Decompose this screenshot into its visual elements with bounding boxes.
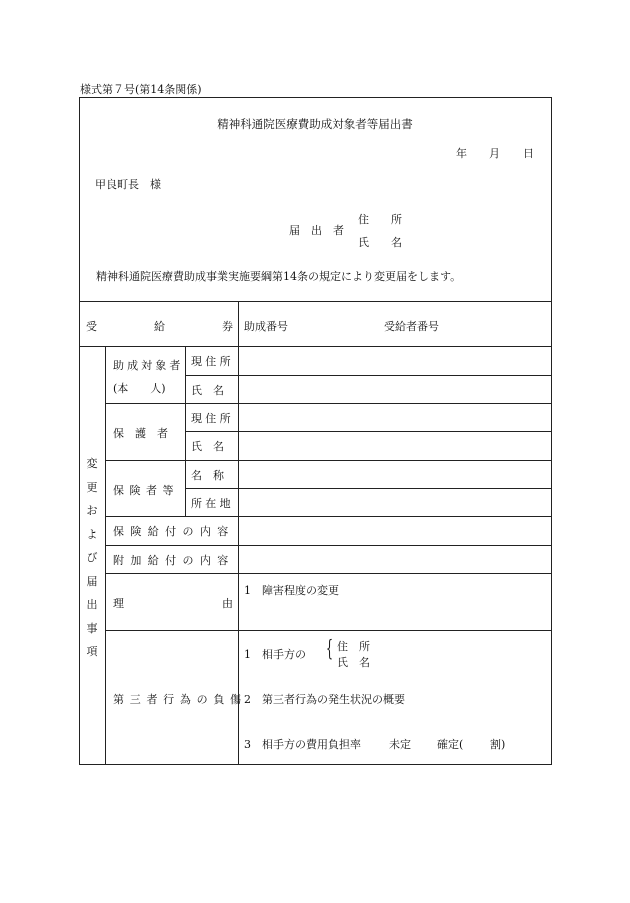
divider-guardian-end	[105, 460, 552, 461]
notifier-name-label: 氏 名	[358, 236, 402, 249]
vertical-char: 項	[86, 645, 98, 658]
notifier-label: 届 出 者	[289, 224, 344, 237]
vertical-char: び	[86, 551, 98, 564]
notifier-address-label: 住 所	[358, 213, 402, 226]
date-month: 月	[489, 147, 500, 160]
third-party-item-1: 1 相手方の	[244, 648, 306, 661]
insurer-label: 保険者等	[113, 484, 179, 497]
vertical-char: 変	[86, 457, 98, 470]
divider-insurer-mid	[185, 488, 552, 489]
divider-header	[79, 301, 552, 302]
ratio-label: 割)	[490, 738, 506, 751]
column-divider-subfield	[185, 346, 186, 516]
divider-guardian-mid	[185, 431, 552, 432]
third-party-address-label: 住 所	[337, 640, 370, 653]
additional-benefit-label: 附加給付の内容	[113, 554, 235, 567]
subject-address-label: 現住所	[191, 355, 234, 368]
reason-item-1: 1 障害程度の変更	[244, 584, 339, 597]
vertical-char: 出	[86, 598, 98, 611]
certificate-label-right: 券	[222, 320, 233, 333]
certificate-label-mid: 給	[154, 320, 165, 333]
guardian-address-label: 現住所	[191, 412, 234, 425]
third-party-label: 第三者行為の負傷	[113, 693, 247, 706]
undetermined-label: 未定	[389, 738, 411, 751]
divider-reason	[105, 630, 552, 631]
insurer-location-label: 所在地	[191, 497, 234, 510]
divider-insurance-benefit	[105, 545, 552, 546]
divider-additional-benefit	[105, 573, 552, 574]
column-divider-vertical-label	[105, 346, 106, 765]
insurance-benefit-label: 保険給付の内容	[113, 525, 235, 538]
statement-text: 精神科通院医療費助成事業実施要綱第14条の規定により変更届をします。	[96, 270, 462, 283]
reason-label-left: 理	[113, 597, 124, 610]
brace-glyph: {	[326, 637, 333, 662]
divider-insurer-end	[105, 516, 552, 517]
certificate-label-left: 受	[86, 320, 97, 333]
subject-name-label: 氏 名	[191, 384, 224, 397]
vertical-char: 更	[86, 480, 98, 494]
vertical-char: 届	[86, 574, 98, 588]
subject-label-line2: (本 人)	[113, 382, 166, 395]
third-party-name-label: 氏 名	[337, 656, 370, 669]
guardian-label: 保 護 者	[113, 427, 168, 440]
third-party-item-2: 2 第三者行為の発生状況の概要	[244, 693, 405, 706]
determined-label: 確定(	[437, 738, 464, 751]
changes-vertical-label	[84, 452, 100, 664]
date-year: 年	[456, 147, 467, 160]
vertical-char: お	[86, 504, 98, 517]
vertical-char: 事	[86, 621, 98, 635]
date-day: 日	[523, 147, 534, 160]
form-title: 精神科通院医療費助成対象者等届出書	[217, 117, 413, 131]
reason-label-right: 由	[222, 597, 233, 610]
form-number: 様式第７号(第14条関係)	[80, 83, 202, 96]
divider-subject-end	[105, 403, 552, 404]
grant-number-label: 助成番号	[244, 320, 288, 333]
subject-label-line1: 助成対象者	[113, 359, 184, 372]
divider-certificate	[79, 346, 552, 347]
third-party-item-3: 3 相手方の費用負担率	[244, 738, 361, 751]
addressee: 甲良町長 様	[95, 178, 161, 191]
vertical-char: よ	[86, 527, 98, 541]
guardian-name-label: 氏 名	[191, 440, 224, 453]
insurer-title-label: 名 称	[191, 469, 224, 482]
recipient-number-label: 受給者番号	[384, 320, 439, 333]
divider-subject-mid	[185, 375, 552, 376]
